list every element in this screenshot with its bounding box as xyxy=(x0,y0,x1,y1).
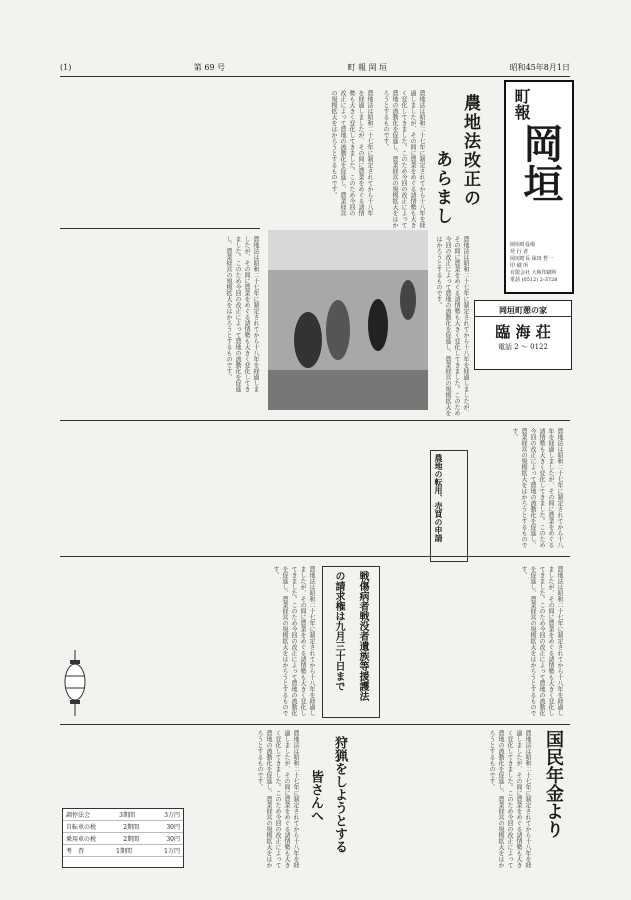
article-body-bottom-right: 農地法は昭和二十七年に制定されてから十八年を経過しましたが、その間に農業をめぐる諸情勢も大きく変化してきました。このため今回の改正によって農地の流動化を促進し、農業経営の規模拡大をはかろうとするものです。 xyxy=(520,566,563,716)
agri-law-headline: 農地法改正の xyxy=(460,94,480,208)
page-header xyxy=(60,60,570,74)
article-body-bottom-left: 農地法は昭和二十七年に制定されてから十八年を経過しましたが、その間に農業をめぐる諸情勢も大きく変化してきました。このため今回の改正によって農地の流動化を促進し、農業経営の規模拡大をはかろうとするものです。 xyxy=(272,566,315,716)
publisher-line: 岡垣町長 深田 哲一 xyxy=(510,256,554,262)
masthead xyxy=(504,80,574,294)
article-body-middle: 農地法は昭和二十七年に制定されてから十八年を経過しましたが、その間に農業をめぐる諸情勢も大きく変化してきました。このため今回の改正によって農地の流動化を促進し、農業経営の規模拡大をはかろうとするものです。 xyxy=(225,236,259,392)
ad-name: 臨 海 荘 xyxy=(495,323,551,341)
article-body-footer-right: 農地法は昭和二十七年に制定されてから十八年を経過しましたが、その間に農業をめぐる諸情勢も大きく変化してきました。このため今回の改正によって農地の流動化を促進し、農業経営の規模拡大をはかろうとするものです。 xyxy=(488,730,531,868)
publisher-line: 電話 (0512) 2-3728 xyxy=(510,277,558,283)
fee-table xyxy=(62,808,184,868)
table-row: 調停法会 3期間 3万円 xyxy=(63,809,183,821)
hunting-subheadline: 皆さんへ xyxy=(308,770,323,822)
agri-law-body: 農地法は昭和二十七年に制定されてから十八年を経過しましたが、その間に農業をめぐる諸情勢も大きく変化してきました。このため今回の改正によって農地の流動化を促進し、農業経営の規模拡大をはかろうとするものです。 xyxy=(382,90,425,228)
table-row: 乗用車の税 2期間 30円 xyxy=(63,833,183,845)
agri-law-subheadline: あらまし xyxy=(432,150,452,226)
issue-date: 昭和45年8月1日 xyxy=(509,62,570,72)
article-body-footer-left: 農地法は昭和二十七年に制定されてから十八年を経過しましたが、その間に農業をめぐる諸情勢も大きく変化してきました。このため今回の改正によって農地の流動化を促進し、農業経営の規模拡大をはかろうとするものです。 xyxy=(256,730,299,868)
article-body-top: 農地法は昭和二十七年に制定されてから十八年を経過しましたが、その間に農業をめぐる諸情勢も大きく変化してきました。このため今回の改正によって農地の流動化を促進し、農業経営の規模拡大をはかろうとするものです。 xyxy=(330,90,373,216)
section-rule xyxy=(60,228,260,229)
mid-rule xyxy=(60,420,570,421)
masthead-publisher-info xyxy=(510,242,568,288)
article-body-lower: 農地法は昭和二十七年に制定されてから十八年を経過しましたが、その間に農業をめぐる諸情勢も大きく変化してきました。このため今回の改正によって農地の流動化を促進し、農業経営の規模拡大をはかろうとするものです。 xyxy=(511,428,563,548)
bereaved-subheadline: の請求権は九月三十日まで xyxy=(333,571,344,691)
bereaved-headline: 戦傷病者戦没者遺族等援護法 xyxy=(357,571,368,701)
ad-title: 岡垣町憩の家 xyxy=(475,301,571,317)
publisher-line: 有限会社 大和印刷所 xyxy=(510,270,557,276)
hunting-headline: 狩猟をしようとする xyxy=(332,736,347,853)
farmland-box xyxy=(430,450,468,562)
photo-illustration xyxy=(268,230,428,410)
masthead-title: 岡垣 xyxy=(517,123,564,203)
bottom-rule xyxy=(60,724,570,725)
rest-house-ad xyxy=(474,300,572,370)
masthead-label: 町報 xyxy=(512,88,531,120)
issue-number: 第 69 号 xyxy=(193,62,226,72)
article-body-right: 農地法は昭和二十七年に制定されてから十八年を経過しましたが、その間に農業をめぐる諸情勢も大きく変化してきました。このため今回の改正によって農地の流動化を促進し、農業経営の規模拡大をはかろうとするものです。 xyxy=(435,236,469,416)
page-number: (1) xyxy=(60,62,72,72)
lower-rule xyxy=(60,556,570,557)
lantern-illustration xyxy=(64,650,86,720)
farmland-headline: 農地の転用、売買の申請 xyxy=(434,454,444,542)
ad-phone: 電話 2 ～ 0122 xyxy=(498,343,548,351)
paper-name: 町 報 岡 垣 xyxy=(347,62,388,72)
field-workers-photo xyxy=(268,230,428,410)
publisher-line: 印 刷 所 xyxy=(510,263,529,269)
table-row: 考 査 1期間 1万円 xyxy=(63,845,183,857)
bereaved-box xyxy=(322,566,380,718)
publisher-line: 発 行 者 xyxy=(510,249,529,255)
pension-headline: 国民年金より xyxy=(543,730,564,838)
table-row: 自転車の税 2期間 30円 xyxy=(63,821,183,833)
header-rule xyxy=(60,76,570,77)
publisher-line: 岡垣町役場 xyxy=(510,242,536,248)
